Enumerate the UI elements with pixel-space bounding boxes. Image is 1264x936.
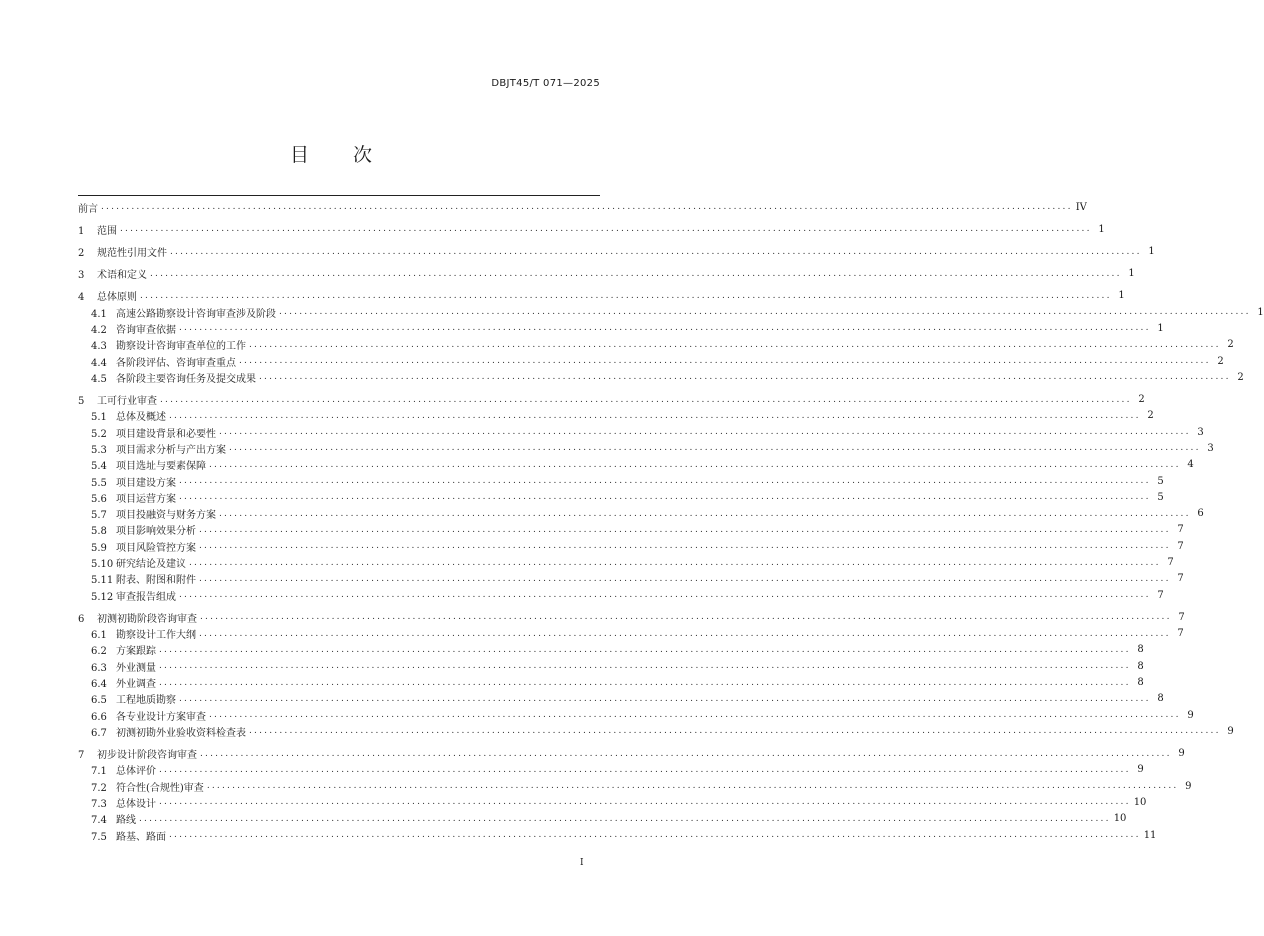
toc-entry[interactable]: [78, 658, 1144, 674]
toc-entry-number: 7.5: [91, 831, 107, 843]
toc-entry-page: 1: [1118, 290, 1125, 302]
toc-dot-leader: ................................................................................................................................................................................................: [179, 693, 1151, 704]
toc-entry-label: [78, 266, 150, 281]
toc-entry[interactable]: [78, 489, 1164, 505]
toc-entry-page: 7: [1167, 557, 1174, 569]
toc-entry-number: 5.11: [91, 575, 114, 587]
toc-entry-label: [78, 762, 159, 777]
toc-entry-number: 6.1: [91, 630, 107, 642]
toc-entry-number: 5.12: [91, 591, 114, 603]
toc-dot-leader: ................................................................................................................................................................................................: [259, 372, 1231, 383]
toc-entry-page: 1: [1257, 306, 1264, 318]
toc-entry-page: 11: [1143, 829, 1157, 841]
toc-entry-label: [78, 457, 209, 472]
page-title: [0, 140, 662, 167]
toc-entry[interactable]: [78, 369, 1244, 385]
toc-entry-label: [78, 392, 160, 407]
toc-entry[interactable]: [78, 199, 1087, 215]
toc-entry-title: 路基、路面: [116, 831, 166, 843]
toc-entry-page: IV: [1075, 201, 1087, 213]
toc-entry-number: 5.10: [91, 559, 114, 571]
toc-entry[interactable]: [78, 642, 1144, 658]
toc-entry-title: 总体评价: [116, 766, 156, 778]
toc-entry-page: 7: [1177, 573, 1184, 585]
toc-entry-number: 6.3: [91, 662, 107, 674]
toc-entry-title: 外业调查: [116, 679, 156, 690]
toc-entry-number: 5.7: [91, 510, 107, 522]
toc-entry-number: 4.4: [91, 357, 107, 369]
toc-entry-label: [78, 828, 169, 843]
toc-entry-page: 9: [1185, 780, 1192, 792]
toc-entry-label: [78, 779, 207, 794]
toc-entry[interactable]: [78, 353, 1224, 369]
title-divider: [78, 195, 600, 196]
toc-entry-number: 5.3: [91, 444, 107, 456]
toc-dot-leader: ................................................................................................................................................................................................: [159, 677, 1131, 688]
toc-entry-label: [78, 610, 200, 625]
toc-entry-title: 规范性引用文件: [97, 248, 167, 260]
toc-entry-page: 7: [1177, 524, 1184, 536]
toc-entry-label: [78, 539, 199, 554]
toc-entry-page: 8: [1137, 677, 1144, 688]
toc-entry-label: [78, 659, 159, 674]
toc-entry-number: 7.3: [91, 798, 107, 810]
toc-entry[interactable]: [78, 391, 1145, 408]
toc-entry-label: [78, 244, 170, 259]
toc-entry-title: 高速公路勘察设计咨询审查涉及阶段: [116, 308, 276, 320]
toc-dot-leader: ................................................................................................................................................................................................: [150, 268, 1122, 279]
table-of-contents: [78, 199, 1264, 843]
toc-dot-leader: ................................................................................................................................................................................................: [206, 781, 1179, 792]
toc-dot-leader: ................................................................................................................................................................................................: [199, 573, 1171, 584]
toc-entry-page: 8: [1157, 693, 1164, 705]
toc-entry-page: 7: [1177, 540, 1184, 552]
toc-entry-title: 工程地质勘察: [116, 695, 176, 707]
toc-entry[interactable]: [78, 707, 1194, 723]
toc-entry[interactable]: [78, 609, 1185, 625]
toc-entry-number: 6.2: [91, 646, 107, 658]
toc-entry-number: 4: [78, 292, 85, 304]
toc-entry-number: 4.1: [91, 308, 107, 320]
toc-entry-label: [78, 370, 259, 385]
toc-entry-label: [78, 588, 179, 603]
toc-entry-page: 5: [1157, 491, 1164, 503]
toc-entry-label: [78, 691, 179, 706]
toc-entry-number: 6.6: [91, 711, 107, 723]
toc-entry-page: 1: [1148, 246, 1155, 258]
toc-entry[interactable]: [78, 266, 1135, 282]
toc-dot-leader: ................................................................................................................................................................................................: [189, 557, 1161, 568]
toc-entry[interactable]: [78, 762, 1144, 778]
toc-entry[interactable]: [78, 408, 1154, 424]
toc-entry-label: [78, 337, 249, 352]
toc-entry-title: 各阶段主要咨询任务及提交成果: [116, 373, 256, 385]
toc-entry-page: 7: [1157, 589, 1164, 601]
toc-entry-page: 9: [1178, 748, 1185, 760]
toc-entry-label: [78, 200, 101, 215]
toc-entry-label: [78, 408, 169, 423]
toc-entry-title: 外业测量: [116, 662, 156, 674]
toc-entry-number: 5.5: [91, 477, 107, 489]
toc-entry-page: 10: [1113, 813, 1127, 825]
toc-dot-leader: ................................................................................................................................................................................................: [139, 813, 1111, 824]
toc-entry[interactable]: [78, 811, 1127, 827]
toc-entry-number: 7: [78, 750, 85, 762]
toc-entry-page: 9: [1187, 709, 1194, 721]
toc-dot-leader: ................................................................................................................................................................................................: [159, 797, 1131, 808]
toc-entry-label: [78, 441, 229, 456]
toc-entry-title: 范围: [97, 225, 117, 237]
toc-entry-title: 项目风险管控方案: [116, 542, 196, 554]
toc-entry[interactable]: [78, 424, 1204, 440]
toc-dot-leader: ................................................................................................................................................................................................: [209, 459, 1181, 470]
toc-entry[interactable]: [78, 674, 1144, 690]
toc-entry-number: 7.1: [91, 766, 107, 778]
toc-entry[interactable]: [78, 625, 1184, 642]
toc-dot-leader: ................................................................................................................................................................................................: [169, 830, 1141, 841]
toc-entry-label: [78, 522, 199, 537]
page-number: I: [580, 858, 584, 868]
toc-entry-title: 符合性(合规性)审查: [116, 782, 204, 794]
toc-entry[interactable]: [78, 288, 1125, 304]
toc-dot-leader: ................................................................................................................................................................................................: [159, 644, 1131, 655]
toc-entry-number: 4.2: [91, 324, 107, 336]
toc-dot-leader: ................................................................................................................................................................................................: [199, 628, 1171, 639]
toc-entry-title: 工可行业审查: [97, 396, 157, 408]
toc-entry-title: 方案跟踪: [116, 646, 156, 658]
toc-entry-number: 5.6: [91, 493, 107, 505]
toc-entry[interactable]: [78, 745, 1185, 762]
toc-entry[interactable]: [78, 587, 1164, 603]
toc-dot-leader: ................................................................................................................................................................................................: [179, 323, 1151, 334]
title-char-1: 目: [289, 144, 309, 166]
toc-entry-title: 研究结论及建议: [116, 559, 186, 571]
toc-entry-label: [78, 354, 239, 369]
toc-dot-leader: ................................................................................................................................................................................................: [239, 356, 1211, 367]
toc-entry-page: 4: [1187, 459, 1194, 471]
toc-entry[interactable]: [78, 320, 1164, 336]
toc-entry-page: 3: [1207, 442, 1214, 454]
toc-entry-number: 6.7: [91, 727, 107, 739]
toc-entry-title: 术语和定义: [97, 270, 147, 282]
toc-entry[interactable]: [78, 304, 1264, 320]
toc-entry-label: [78, 626, 199, 641]
toc-entry-label: [78, 305, 279, 320]
toc-entry[interactable]: [78, 457, 1194, 473]
toc-entry-page: 5: [1157, 475, 1164, 487]
toc-entry[interactable]: [78, 794, 1147, 810]
toc-entry-label: [78, 811, 139, 826]
toc-entry-title: 审查报告组成: [116, 591, 176, 603]
toc-entry-page: 3: [1197, 426, 1204, 438]
toc-entry[interactable]: [78, 827, 1157, 843]
toc-entry-page: 1: [1128, 268, 1135, 280]
toc-entry-page: 10: [1133, 796, 1147, 808]
toc-dot-leader: ................................................................................................................................................................................................: [160, 394, 1132, 405]
toc-entry-number: 5: [78, 396, 85, 408]
toc-entry-title: 勘察设计工作大纲: [116, 630, 196, 642]
toc-dot-leader: ................................................................................................................................................................................................: [249, 339, 1221, 350]
toc-dot-leader: ................................................................................................................................................................................................: [170, 246, 1142, 257]
toc-entry-label: [78, 321, 179, 336]
toc-entry-label: [78, 642, 159, 657]
toc-entry[interactable]: [78, 691, 1164, 707]
toc-entry-page: 9: [1227, 725, 1234, 737]
toc-entry-title: 总体设计: [116, 798, 156, 810]
toc-entry-label: [78, 571, 199, 586]
toc-entry-number: 6.4: [91, 679, 107, 690]
toc-entry-number: 7.2: [91, 782, 107, 794]
toc-dot-leader: ................................................................................................................................................................................................: [169, 410, 1141, 421]
toc-entry-title: 附表、附图和附件: [116, 575, 196, 587]
toc-entry-page: 7: [1178, 611, 1185, 623]
toc-entry-page: 8: [1137, 644, 1144, 656]
toc-entry[interactable]: [78, 778, 1192, 794]
toc-dot-leader: ................................................................................................................................................................................................: [209, 710, 1181, 721]
toc-entry-page: 9: [1137, 764, 1144, 776]
toc-entry-number: 5.8: [91, 526, 107, 538]
toc-entry-title: 各阶段评估、咨询审查重点: [116, 357, 236, 369]
toc-entry-label: [78, 222, 120, 237]
toc-entry-number: 3: [78, 270, 85, 282]
toc-entry-title: 初步设计阶段咨询审查: [97, 750, 197, 762]
toc-entry-label: [78, 746, 200, 761]
toc-entry-page: 1: [1157, 322, 1164, 334]
toc-entry-label: [78, 474, 179, 489]
toc-entry-number: 6.5: [91, 695, 107, 707]
toc-dot-leader: ................................................................................................................................................................................................: [200, 612, 1172, 623]
toc-entry-page: 2: [1147, 410, 1154, 422]
toc-dot-leader: ................................................................................................................................................................................................: [249, 726, 1221, 737]
toc-entry[interactable]: [78, 337, 1234, 353]
toc-dot-leader: ................................................................................................................................................................................................: [279, 307, 1251, 318]
toc-dot-leader: ................................................................................................................................................................................................: [101, 202, 1073, 213]
title-char-2: 次: [353, 144, 373, 166]
toc-entry-page: 1: [1098, 223, 1105, 235]
toc-dot-leader: ................................................................................................................................................................................................: [159, 661, 1131, 672]
toc-dot-leader: ................................................................................................................................................................................................: [120, 224, 1092, 235]
toc-entry-title: 项目建设背景和必要性: [116, 428, 216, 440]
toc-entry-number: 5.9: [91, 542, 107, 554]
toc-entry-number: 4.5: [91, 373, 107, 385]
toc-dot-leader: ................................................................................................................................................................................................: [219, 508, 1191, 519]
toc-entry-label: [78, 490, 179, 505]
toc-entry-page: 8: [1137, 660, 1144, 672]
toc-entry-label: [78, 506, 219, 521]
toc-entry-title: 各专业设计方案审查: [116, 711, 206, 723]
toc-entry-page: 6: [1197, 508, 1204, 520]
toc-entry-number: 7.4: [91, 815, 107, 827]
toc-entry[interactable]: [78, 506, 1204, 522]
toc-dot-leader: ................................................................................................................................................................................................: [199, 541, 1171, 552]
toc-entry-number: 1: [78, 225, 85, 237]
toc-entry-label: [78, 708, 209, 723]
toc-entry[interactable]: [78, 221, 1105, 237]
toc-entry-title: 项目影响效果分析: [116, 526, 196, 538]
toc-entry-title: 初测初勘阶段咨询审查: [97, 613, 197, 625]
toc-entry-number: 6: [78, 613, 85, 625]
toc-entry-number: 2: [78, 248, 85, 260]
toc-entry-title: 总体原则: [97, 292, 137, 304]
toc-dot-leader: ................................................................................................................................................................................................: [179, 590, 1151, 601]
toc-entry-number: 5.1: [91, 412, 107, 424]
toc-entry-title: 勘察设计咨询审查单位的工作: [116, 341, 246, 353]
toc-entry[interactable]: [78, 243, 1155, 260]
toc-entry[interactable]: [78, 554, 1174, 571]
toc-entry-label: [78, 675, 159, 690]
toc-entry-label: [78, 724, 249, 739]
document-code: DBJT45/T 071—2025: [491, 78, 600, 89]
toc-entry-number: 4.3: [91, 341, 107, 353]
toc-entry-page: 2: [1227, 339, 1234, 351]
toc-dot-leader: ................................................................................................................................................................................................: [140, 290, 1112, 301]
toc-dot-leader: ................................................................................................................................................................................................: [219, 427, 1191, 438]
toc-entry-title: 路线: [116, 815, 136, 827]
toc-entry-title: 咨询审查依据: [116, 324, 176, 336]
toc-entry-title: 项目投融资与财务方案: [116, 510, 216, 522]
toc-entry[interactable]: [78, 723, 1234, 739]
toc-dot-leader: ................................................................................................................................................................................................: [159, 764, 1131, 775]
toc-entry[interactable]: [78, 473, 1164, 489]
toc-entry-label: [78, 425, 219, 440]
toc-dot-leader: ................................................................................................................................................................................................: [229, 443, 1201, 454]
toc-entry-label: [78, 288, 140, 303]
toc-dot-leader: ................................................................................................................................................................................................: [179, 476, 1151, 487]
toc-entry-page: 2: [1217, 355, 1224, 367]
toc-entry-title: 项目选址与要素保障: [116, 461, 206, 473]
toc-entry-title: 初测初勘外业验收资料检查表: [116, 727, 246, 739]
toc-entry-title: 总体及概述: [116, 412, 166, 424]
toc-entry-page: 2: [1237, 371, 1244, 383]
toc-entry-label: [78, 795, 159, 810]
toc-entry-number: 5.4: [91, 461, 107, 473]
toc-entry[interactable]: [78, 538, 1184, 554]
toc-entry-title: 项目需求分析与产出方案: [116, 444, 226, 456]
toc-entry-page: 7: [1177, 628, 1184, 640]
toc-dot-leader: ................................................................................................................................................................................................: [179, 492, 1151, 503]
toc-entry[interactable]: [78, 522, 1184, 538]
toc-entry-number: 5.2: [91, 428, 107, 440]
toc-entry-page: 2: [1138, 394, 1145, 406]
toc-entry-title: 前言: [78, 203, 98, 215]
toc-entry[interactable]: [78, 571, 1184, 587]
toc-dot-leader: ................................................................................................................................................................................................: [200, 748, 1172, 759]
toc-entry-title: 项目建设方案: [116, 477, 176, 489]
toc-entry[interactable]: [78, 440, 1214, 456]
toc-entry-title: 项目运营方案: [116, 493, 176, 505]
toc-entry-label: [78, 555, 189, 570]
toc-dot-leader: ................................................................................................................................................................................................: [199, 524, 1171, 535]
